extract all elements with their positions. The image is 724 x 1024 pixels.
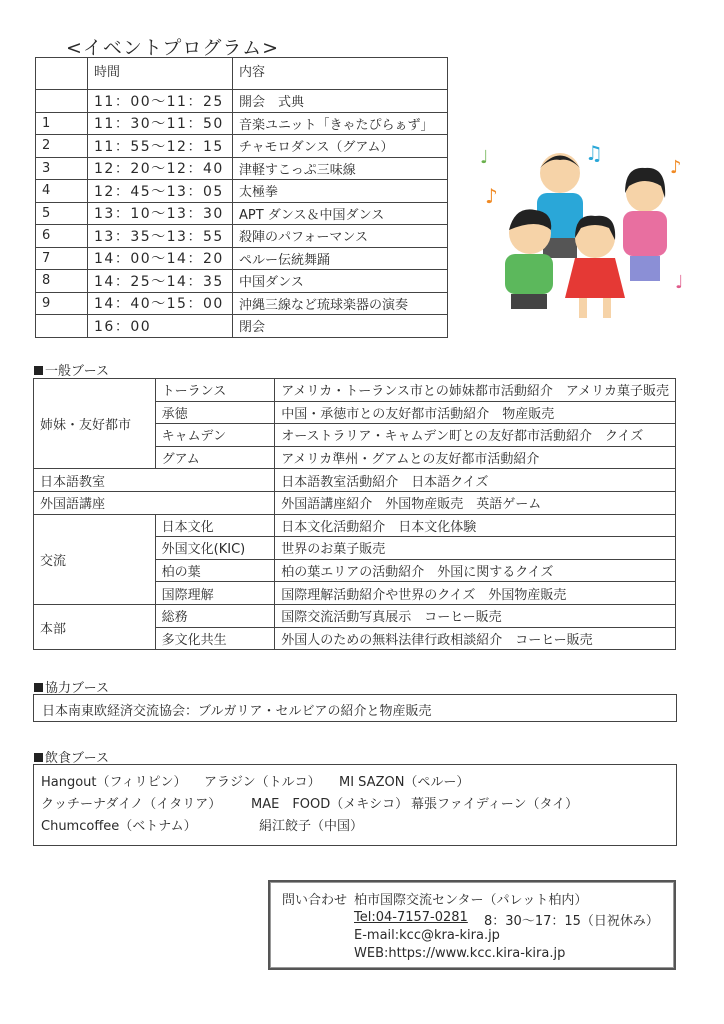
booth-description: 中国・承徳市との友好都市活動紹介 物産販売	[275, 401, 676, 424]
program-number	[36, 90, 88, 113]
table-header-row	[36, 58, 448, 90]
program-time: 12：20〜12：40	[88, 157, 233, 180]
food-item: Hangout（フィリピン）	[41, 775, 187, 790]
program-time: 12：45〜13：05	[88, 180, 233, 203]
booth-description: 国際理解活動紹介や世界のクイズ 外国物産販売	[275, 582, 676, 605]
booth-name: 多文化共生	[155, 627, 275, 650]
program-number: 3	[36, 157, 88, 180]
program-content: 音楽ユニット「きゃたぴらぁず」	[233, 112, 448, 135]
contact-label: 問い合わせ	[282, 893, 348, 908]
booth-description: 柏の葉エリアの活動紹介 外国に関するクイズ	[275, 559, 676, 582]
program-number: 2	[36, 135, 88, 158]
table-row	[34, 514, 676, 537]
booth-group: 本部	[34, 604, 156, 649]
contact-hours: 8：30〜17：15（日祝休み）	[484, 914, 659, 929]
general-booth-table	[33, 378, 676, 650]
program-content: 開会 式典	[233, 90, 448, 113]
general-booth-heading	[34, 360, 109, 379]
table-row	[36, 180, 448, 203]
program-time: 14：00〜14：20	[88, 247, 233, 270]
svg-text:♪: ♪	[485, 184, 498, 208]
square-bullet-icon	[34, 366, 43, 375]
booth-description: 世界のお菓子販売	[275, 537, 676, 560]
booth-name: 総務	[155, 604, 275, 627]
food-item: 絹江餃子（中国）	[259, 819, 364, 834]
table-row	[36, 157, 448, 180]
food-item: MAE FOOD（メキシコ）	[251, 797, 409, 812]
program-time: 11：55〜12：15	[88, 135, 233, 158]
booth-name: 承徳	[155, 401, 275, 424]
booth-description: 外国語講座紹介 外国物産販売 英語ゲーム	[275, 491, 676, 514]
program-time: 14：40〜15：00	[88, 292, 233, 315]
svg-text:♫: ♫	[585, 141, 603, 165]
program-number: 9	[36, 292, 88, 315]
program-time: 14：25〜14：35	[88, 270, 233, 293]
coop-booth-title: 協力ブース	[45, 681, 109, 696]
contact-tel[interactable]: Tel:04-7157-0281	[354, 910, 468, 925]
table-row	[34, 379, 676, 402]
contact-email[interactable]: E-mail:kcc@kra-kira.jp	[354, 928, 500, 943]
program-time: 11：30〜11：50	[88, 112, 233, 135]
program-number: 5	[36, 202, 88, 225]
program-table	[35, 57, 448, 338]
header-content: 内容	[233, 58, 448, 90]
food-item: MI SAZON（ペルー）	[339, 775, 470, 790]
table-row	[34, 491, 676, 514]
booth-name: グアム	[155, 446, 275, 469]
booth-description: オーストラリア・キャムデン町との友好都市活動紹介 クイズ	[275, 424, 676, 447]
program-content: ペルー伝統舞踊	[233, 247, 448, 270]
food-item: 幕張ファイディーン（タイ）	[411, 797, 579, 812]
program-number: 1	[36, 112, 88, 135]
booth-name: 日本文化	[155, 514, 275, 537]
program-content: 津軽すこっぷ三味線	[233, 157, 448, 180]
booth-name: 柏の葉	[155, 559, 275, 582]
dancing-children-illustration	[475, 138, 695, 328]
contact-box	[268, 880, 676, 970]
booth-group: 外国語講座	[34, 491, 275, 514]
booth-group: 姉妹・友好都市	[34, 379, 156, 469]
booth-description: 日本語教室活動紹介 日本語クイズ	[275, 469, 676, 492]
booth-description: アメリカ・トーランス市との姉妹都市活動紹介 アメリカ菓子販売	[275, 379, 676, 402]
program-content: 沖縄三線など琉球楽器の演奏	[233, 292, 448, 315]
table-row	[36, 225, 448, 248]
header-time: 時間	[88, 58, 233, 90]
food-item: クッチーナダイノ（イタリア）	[41, 797, 222, 812]
table-row	[34, 604, 676, 627]
header-no	[36, 58, 88, 90]
table-row	[36, 270, 448, 293]
booth-group: 日本語教室	[34, 469, 275, 492]
svg-text:♪: ♪	[670, 157, 682, 178]
program-content: APT ダンス＆中国ダンス	[233, 202, 448, 225]
coop-booth-box	[33, 694, 677, 722]
table-row	[36, 90, 448, 113]
food-booth-title: 飲食ブース	[45, 751, 109, 766]
table-row	[36, 315, 448, 338]
program-time: 13：35〜13：55	[88, 225, 233, 248]
table-row	[36, 112, 448, 135]
table-row	[36, 135, 448, 158]
program-number: 7	[36, 247, 88, 270]
program-content: 太極拳	[233, 180, 448, 203]
table-row	[36, 247, 448, 270]
booth-name: 外国文化(KIC)	[155, 537, 275, 560]
table-row	[34, 469, 676, 492]
food-booth-box	[33, 764, 677, 846]
svg-text:♩: ♩	[675, 272, 684, 293]
food-item: Chumcoffee（ベトナム）	[41, 819, 197, 834]
program-content: 閉会	[233, 315, 448, 338]
contact-web[interactable]: WEB:https://www.kcc.kira-kira.jp	[354, 946, 566, 961]
booth-description: 日本文化活動紹介 日本文化体験	[275, 514, 676, 537]
square-bullet-icon	[34, 753, 43, 762]
table-row	[36, 202, 448, 225]
program-number: 6	[36, 225, 88, 248]
square-bullet-icon	[34, 683, 43, 692]
program-content: チャモロダンス（グアム）	[233, 135, 448, 158]
food-item: アラジン（トルコ）	[204, 775, 321, 790]
program-title: <イベントプログラム>	[66, 37, 280, 59]
general-booth-title: 一般ブース	[45, 364, 109, 379]
booth-name: 国際理解	[155, 582, 275, 605]
program-number: 8	[36, 270, 88, 293]
coop-booth-text: 日本南東欧経済交流協会：ブルガリア・セルビアの紹介と物産販売	[42, 704, 432, 719]
booth-description: アメリカ準州・グアムとの友好都市活動紹介	[275, 446, 676, 469]
booth-name: キャムデン	[155, 424, 275, 447]
program-time: 13：10〜13：30	[88, 202, 233, 225]
program-number	[36, 315, 88, 338]
booth-description: 国際交流活動写真展示 コーヒー販売	[275, 604, 676, 627]
program-content: 中国ダンス	[233, 270, 448, 293]
program-time: 11：00〜11：25	[88, 90, 233, 113]
svg-text:♩: ♩	[480, 147, 489, 168]
booth-name: トーランス	[155, 379, 275, 402]
contact-org: 柏市国際交流センター（パレット柏内）	[354, 893, 588, 908]
program-content: 殺陣のパフォーマンス	[233, 225, 448, 248]
booth-description: 外国人のための無料法律行政相談紹介 コーヒー販売	[275, 627, 676, 650]
program-number: 4	[36, 180, 88, 203]
table-row	[36, 292, 448, 315]
booth-group: 交流	[34, 514, 156, 604]
program-time: 16：00	[88, 315, 233, 338]
